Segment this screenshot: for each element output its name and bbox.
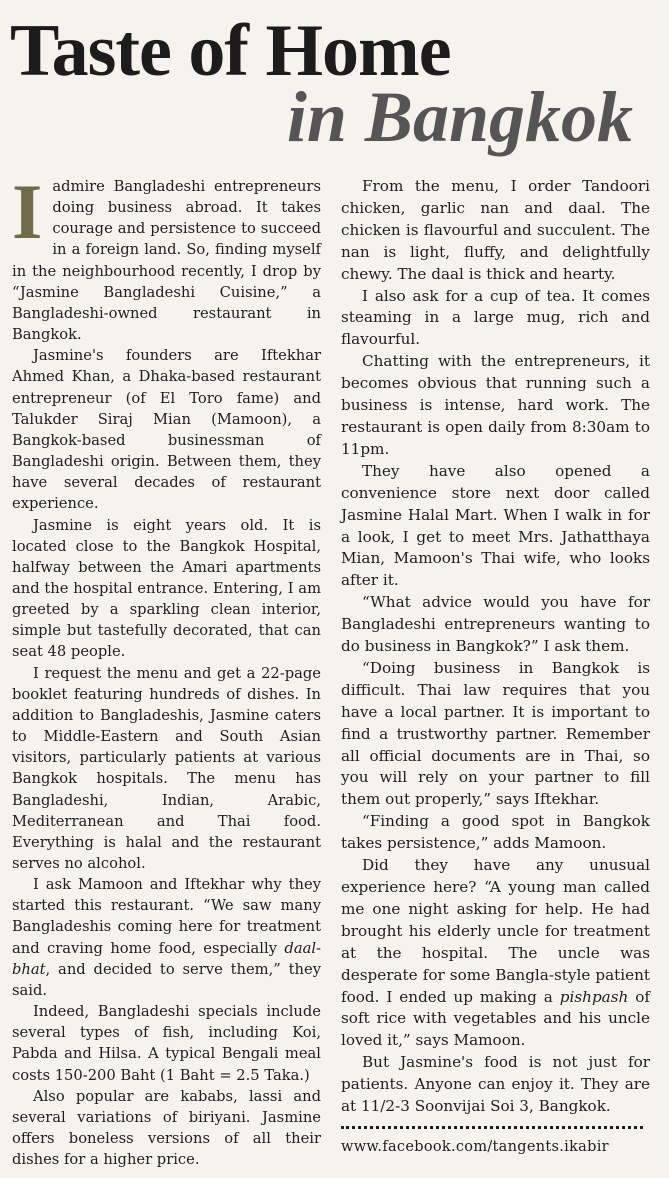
paragraph-2: Jasmine's founders are Iftekhar Ahmed Khan, a Dhaka-based restaurant entrepreneur (of El Toro fame) and Talukder Siraj Mian (Mamoon), a Bangkok-based businessman of Bangladeshi origin. Between them, they have several decades of restaurant experience. (12, 347, 321, 513)
paragraph-7: Also popular are kababs, lassi and several variations of biriyani. Jasmine offers boneless versions of all their dishes for a higher price. (12, 1087, 321, 1169)
paragraph-1-text: admire Bangladeshi entrepreneurs doing business abroad. It takes courage and persistence to succeed in a foreign land. So, finding myself in the neighbourhood recently, I drop by “Jasmine Bangladeshi Cuisine,” a Bangladeshi-owned restaurant in Bangkok. (12, 178, 321, 344)
paragraph-10: Chatting with the entrepreneurs, it becomes obvious that running such a business is intense, hard work. The restaurant is open daily from 8:30am to 11pm. (341, 352, 650, 458)
footer-url: www.facebook.com/tangents.ikabir (341, 1138, 609, 1155)
paragraph-5-emphasis: daal-bhat (12, 939, 321, 978)
paragraph-5-text-a: I ask Mamoon and Iftekhar why they started this restaurant. “We saw many Bangladeshis coming here for treatment and craving home food, especially (12, 876, 321, 957)
paragraph-5 (12, 874, 321, 1001)
paragraph-13: “Doing business in Bangkok is difficult. Thai law requires that you have a local partner. It is important to find a trustworthy partner. Remember all official documents are in Thai, so you will rely on your partner to fill them out properly,” says Iftekhar. (341, 658, 650, 809)
paragraph-3: Jasmine is eight years old. It is located close to the Bangkok Hospital, halfway between the Amari apartments and the hospital entrance. Entering, I am greeted by a sparkling clean interior, simple but tastefully decorated, that can seat 48 people. (12, 516, 321, 661)
paragraph-15-emphasis: pishpash (559, 987, 629, 1006)
paragraph-12: “What advice would you have for Bangladeshi entrepreneurs wanting to do business in Bangkok?” I ask them. (341, 593, 650, 656)
paragraph-9: I also ask for a cup of tea. It comes steaming in a large mug, rich and flavourful. (341, 286, 650, 349)
headline-line-2: in Bangkok (286, 77, 633, 157)
headline-line-1: Taste of Home (10, 10, 451, 92)
paragraph-8: From the menu, I order Tandoori chicken, garlic nan and daal. The chicken is flavourful and succulent. The nan is light, fluffy, and delightfully chewy. The daal is thick and hearty. (341, 177, 650, 283)
paragraph-15-text-b: of soft rice with vegetables and his uncle loved it,” says Mamoon. (341, 987, 651, 1050)
paragraph-6: Indeed, Bangladeshi specials include several types of fish, including Koi, Pabda and Hilsa. A typical Bengali meal costs 150-200 Baht (1 Baht = 2.5 Taka.) (12, 1003, 321, 1084)
article-column-left (12, 168, 321, 1170)
paragraph-16: But Jasmine's food is not just for patients. Anyone can enjoy it. They are at 11/2-3 Soonvijai Soi 3, Bangkok. (341, 1053, 650, 1116)
paragraph-1 (12, 168, 321, 345)
paragraph-15 (341, 855, 650, 1052)
paragraph-5-text-b: , and decided to serve them,” they said. (12, 960, 321, 999)
drop-cap: I (12, 168, 43, 255)
paragraph-4: I request the menu and get a 22-page booklet featuring hundreds of dishes. In addition to Bangladeshis, Jasmine caters to Middle-Eastern and South Asian visitors, particularly patients at various Bangkok hospitals. The menu has Bangladeshi, Indian, Arabic, Mediterranean and Thai food. Everything is halal and the restaurant serves no alcohol. (12, 664, 321, 872)
paragraph-14: “Finding a good spot in Bangkok takes persistence,” adds Mamoon. (341, 812, 650, 853)
article-column-right (341, 176, 650, 1159)
paragraph-11: They have also opened a convenience store next door called Jasmine Halal Mart. When I walk in for a look, I get to meet Mrs. Jathatthaya Mian, Mamoon's Thai wife, who looks after it. (341, 461, 650, 590)
paragraph-15-text-a: Did they have any unusual experience here? “A young man called me one night asking for help. He had brought his elderly uncle for treatment at the hospital. The uncle was desperate for some Bangla-style patient food. I ended up making a (341, 856, 650, 1006)
dotted-divider (341, 1126, 643, 1129)
